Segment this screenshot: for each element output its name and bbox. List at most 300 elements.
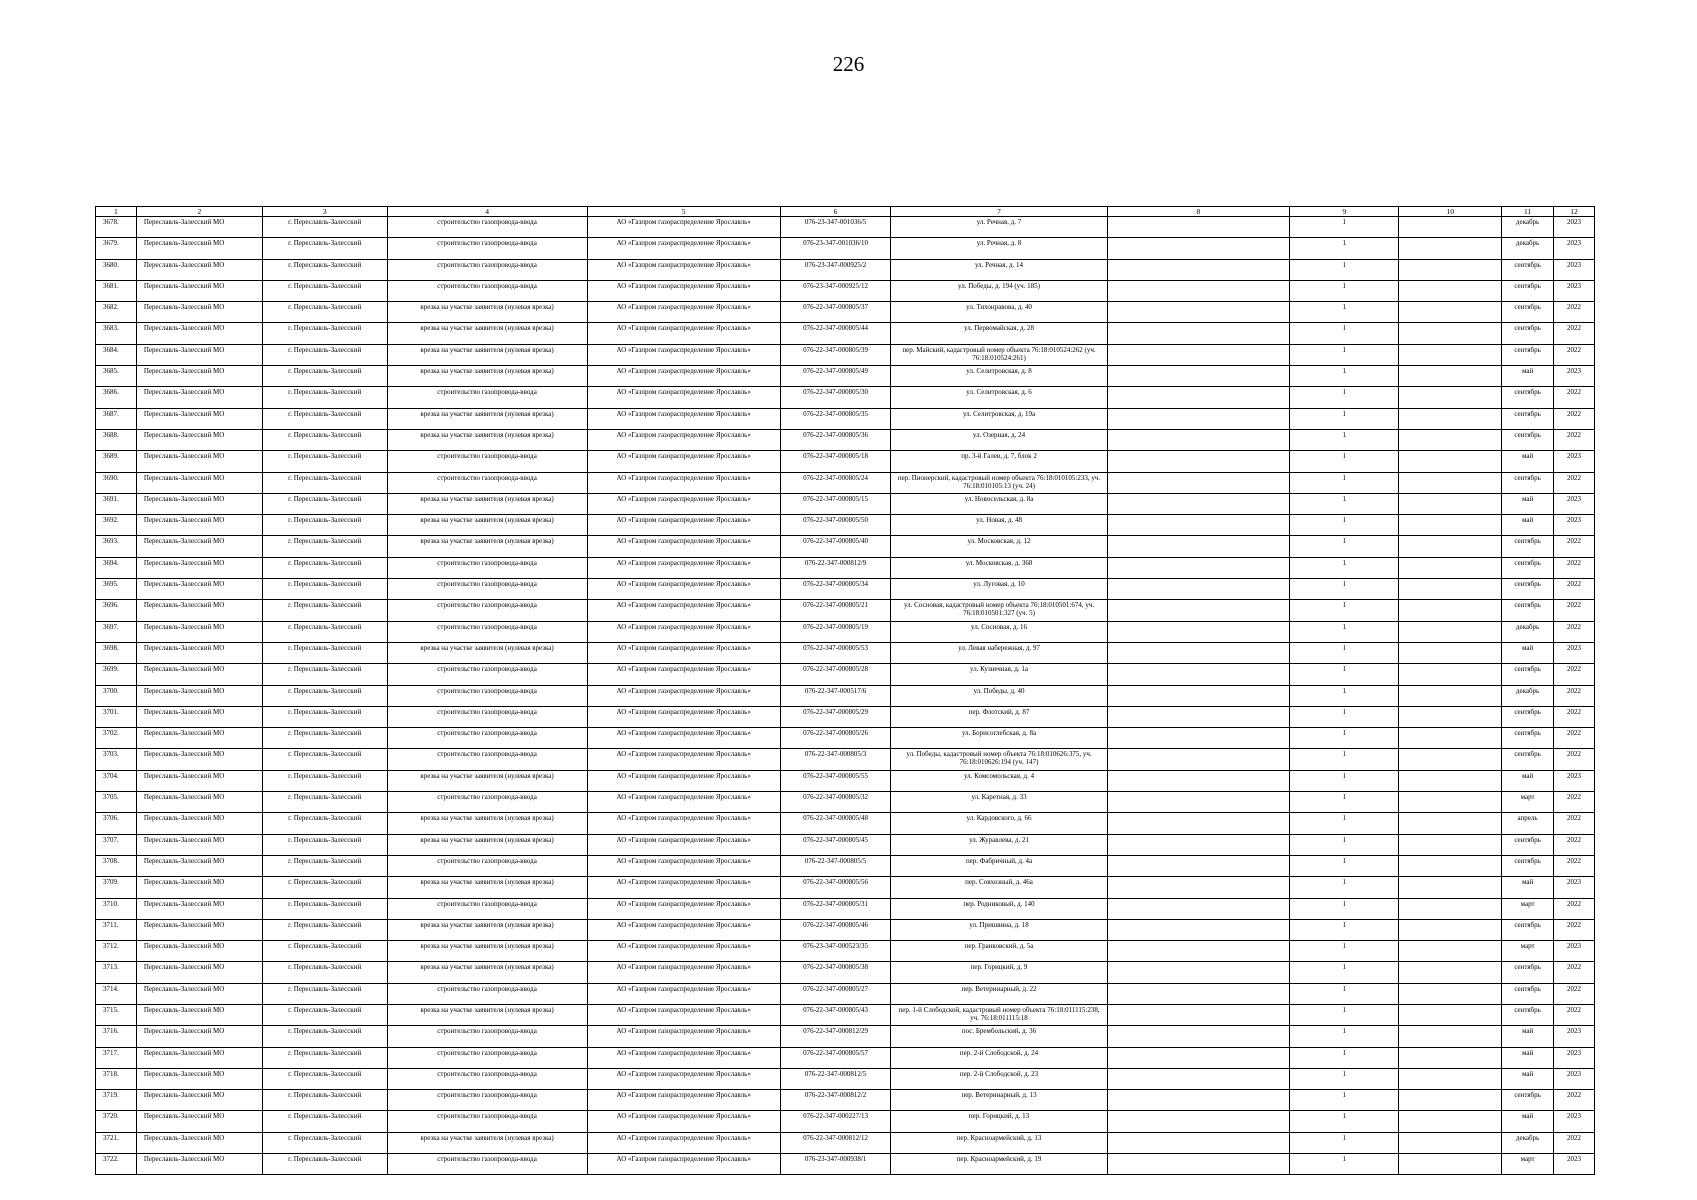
quantity-cell: 1: [1290, 217, 1399, 238]
table-row: [96, 344, 1595, 365]
table-row: [96, 302, 1595, 323]
table-row: [96, 472, 1595, 493]
column-10-cell: [1399, 770, 1502, 791]
organization-cell: АО «Газпром газораспределение Ярославль»: [587, 813, 780, 834]
quantity-cell: 1: [1290, 1132, 1399, 1153]
organization-cell: АО «Газпром газораспределение Ярославль»: [587, 898, 780, 919]
quantity-cell: 1: [1290, 642, 1399, 663]
organization-cell: АО «Газпром газораспределение Ярославль»: [587, 1154, 780, 1175]
month-cell: сентябрь: [1502, 855, 1554, 876]
column-8-cell: [1107, 600, 1289, 621]
column-10-cell: [1399, 1068, 1502, 1089]
month-cell: май: [1502, 451, 1554, 472]
column-10-cell: [1399, 302, 1502, 323]
year-cell: 2022: [1554, 557, 1595, 578]
row-number-cell: 3707.: [96, 834, 137, 855]
address-cell: ул. Победы, д. 40: [891, 685, 1108, 706]
municipality-cell: Переславль-Залесский МО: [136, 600, 262, 621]
year-cell: 2022: [1554, 472, 1595, 493]
locality-cell: г. Переславль-Залесский: [262, 493, 387, 514]
address-cell: ул. Пришвина, д. 18: [891, 919, 1108, 940]
table-row: [96, 408, 1595, 429]
column-8-cell: [1107, 877, 1289, 898]
table-row: [96, 1068, 1595, 1089]
locality-cell: г. Переславль-Залесский: [262, 898, 387, 919]
address-cell: пос. Брембольский, д. 36: [891, 1026, 1108, 1047]
month-cell: сентябрь: [1502, 408, 1554, 429]
row-number-cell: 3705.: [96, 792, 137, 813]
column-10-cell: [1399, 344, 1502, 365]
locality-cell: г. Переславль-Залесский: [262, 834, 387, 855]
year-cell: 2022: [1554, 429, 1595, 450]
year-cell: 2022: [1554, 323, 1595, 344]
month-cell: декабрь: [1502, 685, 1554, 706]
month-cell: сентябрь: [1502, 919, 1554, 940]
month-cell: май: [1502, 1111, 1554, 1132]
table-row: [96, 493, 1595, 514]
work-type-cell: врезка на участке заявителя (нулевая врезка): [387, 344, 587, 365]
column-10-cell: [1399, 834, 1502, 855]
locality-cell: г. Переславль-Залесский: [262, 280, 387, 301]
address-cell: ул. Сосновая, кадастровый номер объекта 76:18:010501:674, уч. 76:18:010501:327 (уч. 5): [891, 600, 1108, 621]
row-number-cell: 3698.: [96, 642, 137, 663]
table-row: [96, 621, 1595, 642]
column-10-cell: [1399, 983, 1502, 1004]
month-cell: сентябрь: [1502, 728, 1554, 749]
address-cell: ул. Комсомольская, д. 4: [891, 770, 1108, 791]
work-type-cell: врезка на участке заявителя (нулевая врезка): [387, 536, 587, 557]
work-type-cell: строительство газопровода-ввода: [387, 1068, 587, 1089]
work-type-cell: строительство газопровода-ввода: [387, 1026, 587, 1047]
locality-cell: г. Переславль-Залесский: [262, 217, 387, 238]
work-type-cell: врезка на участке заявителя (нулевая врезка): [387, 408, 587, 429]
locality-cell: г. Переславль-Залесский: [262, 1068, 387, 1089]
address-cell: ул. Московская, д. 12: [891, 536, 1108, 557]
municipality-cell: Переславль-Залесский МО: [136, 834, 262, 855]
municipality-cell: Переславль-Залесский МО: [136, 792, 262, 813]
column-10-cell: [1399, 664, 1502, 685]
organization-cell: АО «Газпром газораспределение Ярославль»: [587, 323, 780, 344]
municipality-cell: Переславль-Залесский МО: [136, 280, 262, 301]
column-header: 9: [1290, 207, 1399, 217]
month-cell: май: [1502, 770, 1554, 791]
column-10-cell: [1399, 1026, 1502, 1047]
municipality-cell: Переславль-Залесский МО: [136, 898, 262, 919]
column-8-cell: [1107, 344, 1289, 365]
contract-number-cell: 076-22-347-000805/5: [780, 855, 890, 876]
work-type-cell: строительство газопровода-ввода: [387, 664, 587, 685]
contract-number-cell: 076-22-347-000805/32: [780, 792, 890, 813]
organization-cell: АО «Газпром газораспределение Ярославль»: [587, 983, 780, 1004]
row-number-cell: 3710.: [96, 898, 137, 919]
column-8-cell: [1107, 1047, 1289, 1068]
contract-number-cell: 076-22-347-000805/46: [780, 919, 890, 940]
contract-number-cell: 076-23-347-000925/2: [780, 259, 890, 280]
month-cell: сентябрь: [1502, 429, 1554, 450]
work-type-cell: строительство газопровода-ввода: [387, 855, 587, 876]
municipality-cell: Переславль-Залесский МО: [136, 855, 262, 876]
quantity-cell: 1: [1290, 792, 1399, 813]
row-number-cell: 3706.: [96, 813, 137, 834]
quantity-cell: 1: [1290, 323, 1399, 344]
year-cell: 2023: [1554, 642, 1595, 663]
locality-cell: г. Переславль-Залесский: [262, 1154, 387, 1175]
row-number-cell: 3694.: [96, 557, 137, 578]
quantity-cell: 1: [1290, 238, 1399, 259]
work-type-cell: врезка на участке заявителя (нулевая врезка): [387, 642, 587, 663]
column-8-cell: [1107, 1026, 1289, 1047]
table-row: [96, 579, 1595, 600]
row-number-cell: 3685.: [96, 366, 137, 387]
locality-cell: г. Переславль-Залесский: [262, 302, 387, 323]
contract-number-cell: 076-23-347-000938/1: [780, 1154, 890, 1175]
locality-cell: г. Переславль-Залесский: [262, 238, 387, 259]
column-8-cell: [1107, 323, 1289, 344]
locality-cell: г. Переславль-Залесский: [262, 642, 387, 663]
municipality-cell: Переславль-Залесский МО: [136, 749, 262, 770]
row-number-cell: 3709.: [96, 877, 137, 898]
column-8-cell: [1107, 770, 1289, 791]
row-number-cell: 3722.: [96, 1154, 137, 1175]
column-10-cell: [1399, 366, 1502, 387]
work-type-cell: врезка на участке заявителя (нулевая врезка): [387, 962, 587, 983]
address-cell: ул. Речная, д. 8: [891, 238, 1108, 259]
organization-cell: АО «Газпром газораспределение Ярославль»: [587, 770, 780, 791]
column-10-cell: [1399, 813, 1502, 834]
work-type-cell: строительство газопровода-ввода: [387, 259, 587, 280]
organization-cell: АО «Газпром газораспределение Ярославль»: [587, 238, 780, 259]
year-cell: 2022: [1554, 983, 1595, 1004]
year-cell: 2022: [1554, 600, 1595, 621]
address-cell: пер. Ветеринарный, д. 22: [891, 983, 1108, 1004]
contract-number-cell: 076-22-347-000812/9: [780, 557, 890, 578]
table-row: [96, 834, 1595, 855]
contract-number-cell: 076-22-347-000805/50: [780, 515, 890, 536]
column-8-cell: [1107, 515, 1289, 536]
work-type-cell: строительство газопровода-ввода: [387, 238, 587, 259]
column-8-cell: [1107, 366, 1289, 387]
work-type-cell: врезка на участке заявителя (нулевая врезка): [387, 1132, 587, 1153]
organization-cell: АО «Газпром газораспределение Ярославль»: [587, 366, 780, 387]
contract-number-cell: 076-22-347-000805/57: [780, 1047, 890, 1068]
month-cell: май: [1502, 515, 1554, 536]
organization-cell: АО «Газпром газораспределение Ярославль»: [587, 706, 780, 727]
work-type-cell: врезка на участке заявителя (нулевая врезка): [387, 941, 587, 962]
year-cell: 2022: [1554, 749, 1595, 770]
column-10-cell: [1399, 472, 1502, 493]
column-8-cell: [1107, 280, 1289, 301]
row-number-cell: 3687.: [96, 408, 137, 429]
municipality-cell: Переславль-Залесский МО: [136, 1026, 262, 1047]
table-row: [96, 1047, 1595, 1068]
month-cell: сентябрь: [1502, 962, 1554, 983]
month-cell: сентябрь: [1502, 259, 1554, 280]
address-cell: пер. Горицкий, д. 13: [891, 1111, 1108, 1132]
contract-number-cell: 076-22-347-000805/19: [780, 621, 890, 642]
column-8-cell: [1107, 217, 1289, 238]
column-8-cell: [1107, 493, 1289, 514]
table-row: [96, 962, 1595, 983]
quantity-cell: 1: [1290, 770, 1399, 791]
month-cell: сентябрь: [1502, 579, 1554, 600]
contract-number-cell: 076-22-347-000805/49: [780, 366, 890, 387]
table-row: [96, 280, 1595, 301]
year-cell: 2023: [1554, 366, 1595, 387]
row-number-cell: 3716.: [96, 1026, 137, 1047]
column-10-cell: [1399, 855, 1502, 876]
contract-number-cell: 076-22-347-000805/37: [780, 302, 890, 323]
work-type-cell: строительство газопровода-ввода: [387, 600, 587, 621]
organization-cell: АО «Газпром газораспределение Ярославль»: [587, 749, 780, 770]
year-cell: 2022: [1554, 536, 1595, 557]
municipality-cell: Переславль-Залесский МО: [136, 366, 262, 387]
table-row: [96, 792, 1595, 813]
table-row: [96, 1132, 1595, 1153]
column-8-cell: [1107, 642, 1289, 663]
table-row: [96, 217, 1595, 238]
month-cell: май: [1502, 1026, 1554, 1047]
work-type-cell: строительство газопровода-ввода: [387, 728, 587, 749]
year-cell: 2023: [1554, 770, 1595, 791]
column-10-cell: [1399, 451, 1502, 472]
column-10-cell: [1399, 600, 1502, 621]
organization-cell: АО «Газпром газораспределение Ярославль»: [587, 472, 780, 493]
locality-cell: г. Переславль-Залесский: [262, 706, 387, 727]
column-8-cell: [1107, 792, 1289, 813]
address-cell: пер. 1-й Слободской, кадастровый номер объекта 76:18:011115:238, уч. 76:18:011115:18: [891, 1004, 1108, 1025]
contract-number-cell: 076-22-347-000805/44: [780, 323, 890, 344]
work-type-cell: врезка на участке заявителя (нулевая врезка): [387, 919, 587, 940]
month-cell: сентябрь: [1502, 983, 1554, 1004]
quantity-cell: 1: [1290, 1026, 1399, 1047]
municipality-cell: Переславль-Залесский МО: [136, 919, 262, 940]
table-row: [96, 515, 1595, 536]
contract-number-cell: 076-22-347-000227/13: [780, 1111, 890, 1132]
locality-cell: г. Переславль-Залесский: [262, 557, 387, 578]
column-10-cell: [1399, 898, 1502, 919]
column-10-cell: [1399, 962, 1502, 983]
locality-cell: г. Переславль-Залесский: [262, 749, 387, 770]
year-cell: 2023: [1554, 941, 1595, 962]
month-cell: сентябрь: [1502, 600, 1554, 621]
organization-cell: АО «Газпром газораспределение Ярославль»: [587, 1111, 780, 1132]
table-row: [96, 387, 1595, 408]
column-8-cell: [1107, 429, 1289, 450]
column-header: 10: [1399, 207, 1502, 217]
column-8-cell: [1107, 536, 1289, 557]
address-cell: пер. 2-й Слободской, д. 24: [891, 1047, 1108, 1068]
row-number-cell: 3684.: [96, 344, 137, 365]
municipality-cell: Переславль-Залесский МО: [136, 323, 262, 344]
contract-number-cell: 076-23-347-000925/12: [780, 280, 890, 301]
quantity-cell: 1: [1290, 557, 1399, 578]
work-type-cell: строительство газопровода-ввода: [387, 217, 587, 238]
organization-cell: АО «Газпром газораспределение Ярославль»: [587, 451, 780, 472]
year-cell: 2022: [1554, 855, 1595, 876]
table-row: [96, 749, 1595, 770]
month-cell: май: [1502, 642, 1554, 663]
row-number-cell: 3713.: [96, 962, 137, 983]
contract-number-cell: 076-22-347-000812/5: [780, 1068, 890, 1089]
organization-cell: АО «Газпром газораспределение Ярославль»: [587, 493, 780, 514]
municipality-cell: Переславль-Залесский МО: [136, 642, 262, 663]
address-cell: ул. Кардовского, д. 66: [891, 813, 1108, 834]
year-cell: 2023: [1554, 280, 1595, 301]
quantity-cell: 1: [1290, 429, 1399, 450]
table-row: [96, 919, 1595, 940]
year-cell: 2022: [1554, 962, 1595, 983]
quantity-cell: 1: [1290, 579, 1399, 600]
work-type-cell: врезка на участке заявителя (нулевая врезка): [387, 493, 587, 514]
month-cell: сентябрь: [1502, 664, 1554, 685]
row-number-cell: 3691.: [96, 493, 137, 514]
table-body: [96, 217, 1595, 1175]
page-number: 226: [832, 52, 865, 76]
address-cell: ул. Первомайская, д. 28: [891, 323, 1108, 344]
contract-number-cell: 076-22-347-000805/56: [780, 877, 890, 898]
locality-cell: г. Переславль-Залесский: [262, 813, 387, 834]
quantity-cell: 1: [1290, 408, 1399, 429]
month-cell: май: [1502, 877, 1554, 898]
municipality-cell: Переславль-Залесский МО: [136, 1090, 262, 1111]
year-cell: 2022: [1554, 302, 1595, 323]
row-number-cell: 3696.: [96, 600, 137, 621]
column-header: 2: [136, 207, 262, 217]
municipality-cell: Переславль-Залесский МО: [136, 217, 262, 238]
locality-cell: г. Переславль-Залесский: [262, 323, 387, 344]
year-cell: 2023: [1554, 238, 1595, 259]
row-number-cell: 3686.: [96, 387, 137, 408]
column-8-cell: [1107, 579, 1289, 600]
work-type-cell: строительство газопровода-ввода: [387, 579, 587, 600]
table-row: [96, 1090, 1595, 1111]
year-cell: 2023: [1554, 1026, 1595, 1047]
address-cell: пер. Флотский, д. 87: [891, 706, 1108, 727]
month-cell: сентябрь: [1502, 1090, 1554, 1111]
work-type-cell: строительство газопровода-ввода: [387, 387, 587, 408]
table-row: [96, 941, 1595, 962]
contract-number-cell: 076-22-347-000805/18: [780, 451, 890, 472]
row-number-cell: 3702.: [96, 728, 137, 749]
column-8-cell: [1107, 238, 1289, 259]
column-header: 12: [1554, 207, 1595, 217]
column-10-cell: [1399, 238, 1502, 259]
month-cell: сентябрь: [1502, 557, 1554, 578]
quantity-cell: 1: [1290, 962, 1399, 983]
municipality-cell: Переславль-Залесский МО: [136, 429, 262, 450]
table-row: [96, 813, 1595, 834]
column-10-cell: [1399, 557, 1502, 578]
contract-number-cell: 076-22-347-000812/2: [780, 1090, 890, 1111]
work-type-cell: врезка на участке заявителя (нулевая врезка): [387, 366, 587, 387]
row-number-cell: 3715.: [96, 1004, 137, 1025]
address-cell: ул. Речная, д. 7: [891, 217, 1108, 238]
table-row: [96, 898, 1595, 919]
municipality-cell: Переславль-Залесский МО: [136, 472, 262, 493]
locality-cell: г. Переславль-Залесский: [262, 429, 387, 450]
municipality-cell: Переславль-Залесский МО: [136, 962, 262, 983]
row-number-cell: 3704.: [96, 770, 137, 791]
column-8-cell: [1107, 1111, 1289, 1132]
address-cell: ул. Кузнечная, д. 1а: [891, 664, 1108, 685]
column-10-cell: [1399, 919, 1502, 940]
work-type-cell: строительство газопровода-ввода: [387, 749, 587, 770]
column-10-cell: [1399, 429, 1502, 450]
year-cell: 2023: [1554, 1154, 1595, 1175]
row-number-cell: 3700.: [96, 685, 137, 706]
row-number-cell: 3692.: [96, 515, 137, 536]
column-8-cell: [1107, 898, 1289, 919]
table-row: [96, 323, 1595, 344]
contract-number-cell: 076-22-347-000805/36: [780, 429, 890, 450]
quantity-cell: 1: [1290, 536, 1399, 557]
work-type-cell: строительство газопровода-ввода: [387, 983, 587, 1004]
month-cell: сентябрь: [1502, 302, 1554, 323]
municipality-cell: Переславль-Залесский МО: [136, 621, 262, 642]
row-number-cell: 3711.: [96, 919, 137, 940]
column-8-cell: [1107, 472, 1289, 493]
organization-cell: АО «Газпром газораспределение Ярославль»: [587, 962, 780, 983]
quantity-cell: 1: [1290, 664, 1399, 685]
municipality-cell: Переславль-Залесский МО: [136, 1004, 262, 1025]
row-number-cell: 3695.: [96, 579, 137, 600]
month-cell: сентябрь: [1502, 749, 1554, 770]
contract-number-cell: 076-22-347-000805/24: [780, 472, 890, 493]
column-8-cell: [1107, 749, 1289, 770]
address-cell: пер. Горицкий, д. 9: [891, 962, 1108, 983]
year-cell: 2023: [1554, 1111, 1595, 1132]
contract-number-cell: 076-22-347-000805/39: [780, 344, 890, 365]
work-type-cell: строительство газопровода-ввода: [387, 706, 587, 727]
month-cell: май: [1502, 1047, 1554, 1068]
column-8-cell: [1107, 834, 1289, 855]
quantity-cell: 1: [1290, 1047, 1399, 1068]
municipality-cell: Переславль-Залесский МО: [136, 1068, 262, 1089]
municipality-cell: Переславль-Залесский МО: [136, 515, 262, 536]
quantity-cell: 1: [1290, 855, 1399, 876]
address-cell: ул. Сосновая, д. 16: [891, 621, 1108, 642]
organization-cell: АО «Газпром газораспределение Ярославль»: [587, 685, 780, 706]
year-cell: 2023: [1554, 515, 1595, 536]
month-cell: март: [1502, 1154, 1554, 1175]
contract-number-cell: 076-22-347-000805/40: [780, 536, 890, 557]
locality-cell: г. Переславль-Залесский: [262, 962, 387, 983]
address-cell: ул. Победы, кадастровый номер объекта 76:18:010626:375, уч. 76:18:010626:194 (уч. 147): [891, 749, 1108, 770]
year-cell: 2022: [1554, 898, 1595, 919]
work-type-cell: строительство газопровода-ввода: [387, 451, 587, 472]
organization-cell: АО «Газпром газораспределение Ярославль»: [587, 408, 780, 429]
row-number-cell: 3678.: [96, 217, 137, 238]
municipality-cell: Переславль-Залесский МО: [136, 941, 262, 962]
municipality-cell: Переславль-Залесский МО: [136, 770, 262, 791]
column-10-cell: [1399, 387, 1502, 408]
column-10-cell: [1399, 877, 1502, 898]
work-type-cell: строительство газопровода-ввода: [387, 1111, 587, 1132]
municipality-cell: Переславль-Залесский МО: [136, 557, 262, 578]
locality-cell: г. Переславль-Залесский: [262, 1132, 387, 1153]
table-row: [96, 366, 1595, 387]
organization-cell: АО «Газпром газораспределение Ярославль»: [587, 621, 780, 642]
year-cell: 2023: [1554, 493, 1595, 514]
month-cell: май: [1502, 493, 1554, 514]
row-number-cell: 3690.: [96, 472, 137, 493]
column-header: 3: [262, 207, 387, 217]
work-type-cell: строительство газопровода-ввода: [387, 685, 587, 706]
column-10-cell: [1399, 1047, 1502, 1068]
quantity-cell: 1: [1290, 1111, 1399, 1132]
municipality-cell: Переславль-Залесский МО: [136, 238, 262, 259]
column-10-cell: [1399, 706, 1502, 727]
